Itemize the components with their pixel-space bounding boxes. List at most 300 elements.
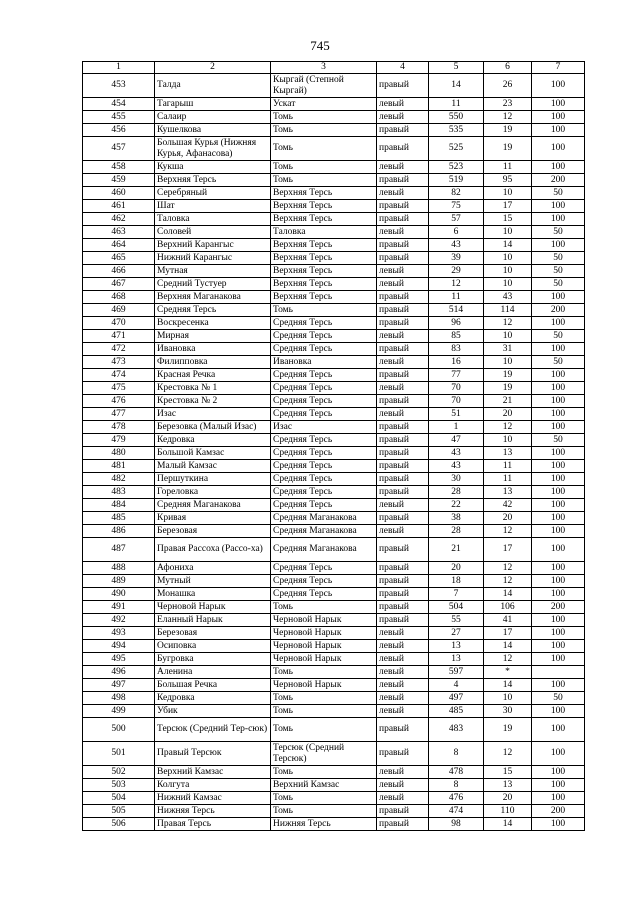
table-cell: 470 <box>83 317 155 330</box>
table-cell: 28 <box>429 525 484 538</box>
table-cell: 100 <box>532 74 585 98</box>
table-cell: правый <box>377 74 429 98</box>
table-cell: правый <box>377 538 429 562</box>
table-cell: левый <box>377 779 429 792</box>
table-cell: Верхняя Терсь <box>155 174 271 187</box>
table-cell: Томь <box>271 705 377 718</box>
table-row <box>83 779 585 792</box>
table-cell: правый <box>377 124 429 137</box>
table-cell: правый <box>377 434 429 447</box>
table-cell: 473 <box>83 356 155 369</box>
table-cell: Кушелкова <box>155 124 271 137</box>
table-cell: 100 <box>532 742 585 766</box>
table-row <box>83 137 585 161</box>
table-cell: 13 <box>484 486 532 499</box>
table-cell: Томь <box>271 718 377 742</box>
table-cell: 8 <box>429 742 484 766</box>
table-cell: левый <box>377 408 429 421</box>
table-cell: 493 <box>83 627 155 640</box>
table-cell: Средняя Терсь <box>271 317 377 330</box>
table-cell: 100 <box>532 562 585 575</box>
table-cell: 100 <box>532 111 585 124</box>
table-row <box>83 575 585 588</box>
table-cell: 19 <box>484 124 532 137</box>
table-cell: Верхняя Терсь <box>271 252 377 265</box>
table-cell: Средняя Маганакова <box>271 512 377 525</box>
table-cell: Средняя Маганакова <box>271 525 377 538</box>
table-row <box>83 705 585 718</box>
column-header: 3 <box>271 62 377 74</box>
table-cell: 503 <box>83 779 155 792</box>
table-cell: 459 <box>83 174 155 187</box>
table-cell: 12 <box>484 421 532 434</box>
table-cell: 70 <box>429 382 484 395</box>
table-cell: 100 <box>532 766 585 779</box>
table-cell: 10 <box>484 434 532 447</box>
table-cell: 20 <box>429 562 484 575</box>
table-cell: 496 <box>83 666 155 679</box>
table-cell: Верхняя Терсь <box>271 200 377 213</box>
table-cell: 41 <box>484 614 532 627</box>
table-cell: левый <box>377 187 429 200</box>
table-cell: 114 <box>484 304 532 317</box>
table-cell: 492 <box>83 614 155 627</box>
table-cell: 500 <box>83 718 155 742</box>
table-cell: левый <box>377 161 429 174</box>
table-cell: 100 <box>532 512 585 525</box>
table-row <box>83 653 585 666</box>
table-cell: правый <box>377 588 429 601</box>
table-cell: правый <box>377 575 429 588</box>
table-cell: 39 <box>429 252 484 265</box>
table-row <box>83 486 585 499</box>
table-cell: 106 <box>484 601 532 614</box>
table-cell: правый <box>377 317 429 330</box>
table-cell: 100 <box>532 779 585 792</box>
table-cell: 485 <box>429 705 484 718</box>
table-cell: 100 <box>532 213 585 226</box>
table-cell: 12 <box>484 111 532 124</box>
table-row <box>83 343 585 356</box>
table-cell: * <box>484 666 532 679</box>
table-cell: 43 <box>429 239 484 252</box>
table-row <box>83 161 585 174</box>
table-cell: Томь <box>271 666 377 679</box>
table-cell: Нижний Карангыс <box>155 252 271 265</box>
table-row <box>83 356 585 369</box>
table-row <box>83 239 585 252</box>
table-cell: 525 <box>429 137 484 161</box>
table-cell: 519 <box>429 174 484 187</box>
table-cell: 481 <box>83 460 155 473</box>
table-cell: Черновой Нарык <box>155 601 271 614</box>
table-cell: Нижний Камзас <box>155 792 271 805</box>
table-cell: левый <box>377 499 429 512</box>
table-cell: 20 <box>484 512 532 525</box>
table-cell: 100 <box>532 200 585 213</box>
table-cell: 504 <box>83 792 155 805</box>
table-cell: Средняя Терсь <box>271 575 377 588</box>
table-cell: 100 <box>532 421 585 434</box>
table-cell: 50 <box>532 226 585 239</box>
table-cell: 100 <box>532 718 585 742</box>
table-cell: 13 <box>484 447 532 460</box>
table-cell: правый <box>377 369 429 382</box>
table-cell: 30 <box>429 473 484 486</box>
table-cell: Соловей <box>155 226 271 239</box>
column-header: 5 <box>429 62 484 74</box>
table-cell: 479 <box>83 434 155 447</box>
table-cell: 485 <box>83 512 155 525</box>
table-row <box>83 766 585 779</box>
table-cell: 100 <box>532 473 585 486</box>
table-cell: Аленина <box>155 666 271 679</box>
table-cell: правый <box>377 421 429 434</box>
table-cell: правый <box>377 486 429 499</box>
table-cell: Талда <box>155 74 271 98</box>
table-cell: Средняя Терсь <box>155 304 271 317</box>
table-cell: Средняя Терсь <box>271 473 377 486</box>
table-cell: правый <box>377 805 429 818</box>
table-cell: Мутный <box>155 575 271 588</box>
table-cell: 100 <box>532 447 585 460</box>
table-cell: 463 <box>83 226 155 239</box>
table-cell: Средняя Маганакова <box>271 538 377 562</box>
table-cell: Кривая <box>155 512 271 525</box>
table-cell: Серебряный <box>155 187 271 200</box>
table-cell: 10 <box>484 226 532 239</box>
table-cell: левый <box>377 766 429 779</box>
table-cell: Верхняя Терсь <box>271 291 377 304</box>
table-row <box>83 124 585 137</box>
table-cell: правый <box>377 512 429 525</box>
table-cell: Еланный Нарык <box>155 614 271 627</box>
table-cell: 200 <box>532 601 585 614</box>
table-cell: 490 <box>83 588 155 601</box>
table-cell: Таловка <box>271 226 377 239</box>
table-cell: правый <box>377 304 429 317</box>
table-cell: Средняя Терсь <box>271 382 377 395</box>
table-cell: Гореловка <box>155 486 271 499</box>
table-cell: левый <box>377 98 429 111</box>
table-cell: 14 <box>484 640 532 653</box>
table-cell: Средний Тустуер <box>155 278 271 291</box>
table-cell: 11 <box>429 98 484 111</box>
table-cell: 100 <box>532 705 585 718</box>
table-cell: Колгута <box>155 779 271 792</box>
table-cell: Томь <box>271 161 377 174</box>
table-cell: 100 <box>532 627 585 640</box>
table-cell: 489 <box>83 575 155 588</box>
table-cell: 100 <box>532 317 585 330</box>
table-cell: 17 <box>484 627 532 640</box>
table-cell: правый <box>377 343 429 356</box>
table-cell: 26 <box>484 74 532 98</box>
table-cell: 55 <box>429 614 484 627</box>
table-cell: 504 <box>429 601 484 614</box>
table-cell: Томь <box>271 601 377 614</box>
table-cell: Крестовка № 2 <box>155 395 271 408</box>
table-cell: Средняя Терсь <box>271 562 377 575</box>
table-cell: левый <box>377 356 429 369</box>
table-cell: 10 <box>484 187 532 200</box>
table-row <box>83 601 585 614</box>
table-cell: левый <box>377 330 429 343</box>
table-cell: 50 <box>532 187 585 200</box>
table-cell: 43 <box>429 447 484 460</box>
table-cell: 50 <box>532 252 585 265</box>
table-cell: 466 <box>83 265 155 278</box>
table-cell: 502 <box>83 766 155 779</box>
table-cell: 494 <box>83 640 155 653</box>
table-cell: Верхняя Терсь <box>271 278 377 291</box>
table-cell: 42 <box>484 499 532 512</box>
table-row <box>83 408 585 421</box>
table-cell: 10 <box>484 692 532 705</box>
table-cell: 501 <box>83 742 155 766</box>
table-row <box>83 818 585 831</box>
table-cell: левый <box>377 382 429 395</box>
table-cell: 12 <box>484 653 532 666</box>
table-row <box>83 252 585 265</box>
table-cell: Филипповка <box>155 356 271 369</box>
table-cell: 50 <box>532 330 585 343</box>
table-cell: 19 <box>484 382 532 395</box>
table-row <box>83 226 585 239</box>
table-cell: Средняя Терсь <box>271 395 377 408</box>
table-cell: 21 <box>429 538 484 562</box>
table-cell: 456 <box>83 124 155 137</box>
table-cell: правый <box>377 718 429 742</box>
table-cell: 12 <box>484 317 532 330</box>
table-cell: левый <box>377 666 429 679</box>
table-cell: 462 <box>83 213 155 226</box>
table-cell: 95 <box>484 174 532 187</box>
rivers-table <box>82 61 585 831</box>
table-row <box>83 213 585 226</box>
column-header: 6 <box>484 62 532 74</box>
table-header-row <box>83 62 585 74</box>
table-cell: 482 <box>83 473 155 486</box>
table-cell: 491 <box>83 601 155 614</box>
table-cell: 96 <box>429 317 484 330</box>
table-cell: 475 <box>83 382 155 395</box>
table-cell: 19 <box>484 369 532 382</box>
table-row <box>83 369 585 382</box>
table-cell: Верхний Камзас <box>155 766 271 779</box>
table-cell: Красная Речка <box>155 369 271 382</box>
column-header: 1 <box>83 62 155 74</box>
table-cell: 100 <box>532 486 585 499</box>
table-cell: 550 <box>429 111 484 124</box>
table-cell: 455 <box>83 111 155 124</box>
table-cell: Томь <box>271 124 377 137</box>
table-cell: 12 <box>484 562 532 575</box>
table-cell: 100 <box>532 343 585 356</box>
table-cell: 98 <box>429 818 484 831</box>
table-cell: 85 <box>429 330 484 343</box>
table-cell: 495 <box>83 653 155 666</box>
table-cell: Мирная <box>155 330 271 343</box>
table-cell: Кыргай (Степной Кыргай) <box>271 74 377 98</box>
table-cell: Средняя Терсь <box>271 460 377 473</box>
table-cell: 100 <box>532 818 585 831</box>
table-row <box>83 588 585 601</box>
column-header: 4 <box>377 62 429 74</box>
table-cell: правый <box>377 200 429 213</box>
table-cell: 21 <box>484 395 532 408</box>
table-cell: 11 <box>429 291 484 304</box>
table-cell: 14 <box>484 818 532 831</box>
table-cell: Черновой Нарык <box>271 614 377 627</box>
table-cell: 464 <box>83 239 155 252</box>
table-cell: 100 <box>532 575 585 588</box>
table-cell: 110 <box>484 805 532 818</box>
table-cell: 100 <box>532 538 585 562</box>
table-cell: Воскресенка <box>155 317 271 330</box>
table-cell: 11 <box>484 473 532 486</box>
table-cell: Нижняя Терсь <box>271 818 377 831</box>
table-cell: Средняя Терсь <box>271 499 377 512</box>
table-cell: 100 <box>532 525 585 538</box>
table-cell: 12 <box>484 575 532 588</box>
table-cell: 478 <box>83 421 155 434</box>
table-cell: Мутная <box>155 265 271 278</box>
table-cell: левый <box>377 705 429 718</box>
table-cell: 200 <box>532 805 585 818</box>
table-row <box>83 718 585 742</box>
table-cell: 15 <box>484 213 532 226</box>
table-cell: 14 <box>484 588 532 601</box>
table-cell: 27 <box>429 627 484 640</box>
table-cell: 12 <box>429 278 484 291</box>
table-cell: Томь <box>271 174 377 187</box>
table-cell: 19 <box>484 718 532 742</box>
table-cell: Черновой Нарык <box>271 679 377 692</box>
table-row <box>83 742 585 766</box>
table-cell: Березовая <box>155 525 271 538</box>
table-cell: правый <box>377 447 429 460</box>
table-cell: 488 <box>83 562 155 575</box>
table-cell: Томь <box>271 805 377 818</box>
table-cell: Кедровка <box>155 434 271 447</box>
table-row <box>83 525 585 538</box>
table-cell: 77 <box>429 369 484 382</box>
table-cell: 477 <box>83 408 155 421</box>
table-cell: Афониха <box>155 562 271 575</box>
table-cell: Березовая <box>155 627 271 640</box>
table-cell: 467 <box>83 278 155 291</box>
table-cell: 83 <box>429 343 484 356</box>
table-cell: 31 <box>484 343 532 356</box>
table-cell: Средняя Терсь <box>271 369 377 382</box>
table-cell: Томь <box>271 692 377 705</box>
table-cell: Средняя Терсь <box>271 343 377 356</box>
table-cell: 10 <box>484 265 532 278</box>
table-row <box>83 278 585 291</box>
table-cell: 471 <box>83 330 155 343</box>
table-cell: 13 <box>429 653 484 666</box>
table-cell: 454 <box>83 98 155 111</box>
table-row <box>83 421 585 434</box>
table-cell: Убик <box>155 705 271 718</box>
table-cell: Правая Терсь <box>155 818 271 831</box>
table-cell: правый <box>377 291 429 304</box>
table-cell: правый <box>377 460 429 473</box>
table-cell: Томь <box>271 137 377 161</box>
table-cell: Средняя Терсь <box>271 588 377 601</box>
table-cell: 100 <box>532 408 585 421</box>
table-cell: Правая Рассоха (Рассо-ха) <box>155 538 271 562</box>
table-cell: левый <box>377 226 429 239</box>
column-header: 7 <box>532 62 585 74</box>
table-cell: 484 <box>83 499 155 512</box>
table-cell: 70 <box>429 395 484 408</box>
table-cell: 14 <box>429 74 484 98</box>
table-row <box>83 330 585 343</box>
table-cell: 75 <box>429 200 484 213</box>
table-cell: 10 <box>484 252 532 265</box>
table-cell: 453 <box>83 74 155 98</box>
table-cell: 57 <box>429 213 484 226</box>
table-cell: 28 <box>429 486 484 499</box>
table-row <box>83 666 585 679</box>
table-cell: 22 <box>429 499 484 512</box>
table-cell: 17 <box>484 200 532 213</box>
table-cell: 50 <box>532 278 585 291</box>
table-cell: Средняя Терсь <box>271 408 377 421</box>
table-cell: Терсюк (Средний Терсюк) <box>271 742 377 766</box>
table-cell: Черновой Нарык <box>271 640 377 653</box>
table-cell: правый <box>377 742 429 766</box>
table-cell: правый <box>377 137 429 161</box>
table-cell: 100 <box>532 792 585 805</box>
table-cell: правый <box>377 213 429 226</box>
table-cell: 474 <box>83 369 155 382</box>
table-cell: правый <box>377 601 429 614</box>
table-cell: Средняя Терсь <box>271 330 377 343</box>
table-cell: левый <box>377 278 429 291</box>
table-cell: левый <box>377 525 429 538</box>
table-cell: Нижняя Терсь <box>155 805 271 818</box>
table-cell: 100 <box>532 98 585 111</box>
table-cell <box>532 666 585 679</box>
table-cell: Изас <box>271 421 377 434</box>
table-cell: правый <box>377 562 429 575</box>
table-cell: 50 <box>532 265 585 278</box>
table-cell: 100 <box>532 679 585 692</box>
table-cell: 506 <box>83 818 155 831</box>
table-row <box>83 111 585 124</box>
table-cell: Ивановка <box>155 343 271 356</box>
table-cell: 472 <box>83 343 155 356</box>
table-cell: Салаир <box>155 111 271 124</box>
table-cell: 200 <box>532 174 585 187</box>
table-cell: 29 <box>429 265 484 278</box>
table-cell: 514 <box>429 304 484 317</box>
table-cell: правый <box>377 174 429 187</box>
table-cell: 14 <box>484 239 532 252</box>
table-row <box>83 640 585 653</box>
table-cell: 100 <box>532 653 585 666</box>
table-cell: Большой Камзас <box>155 447 271 460</box>
table-cell: 17 <box>484 538 532 562</box>
table-cell: 11 <box>484 460 532 473</box>
table-cell: 474 <box>429 805 484 818</box>
table-cell: Томь <box>271 111 377 124</box>
table-cell: 100 <box>532 460 585 473</box>
table-cell: 100 <box>532 369 585 382</box>
